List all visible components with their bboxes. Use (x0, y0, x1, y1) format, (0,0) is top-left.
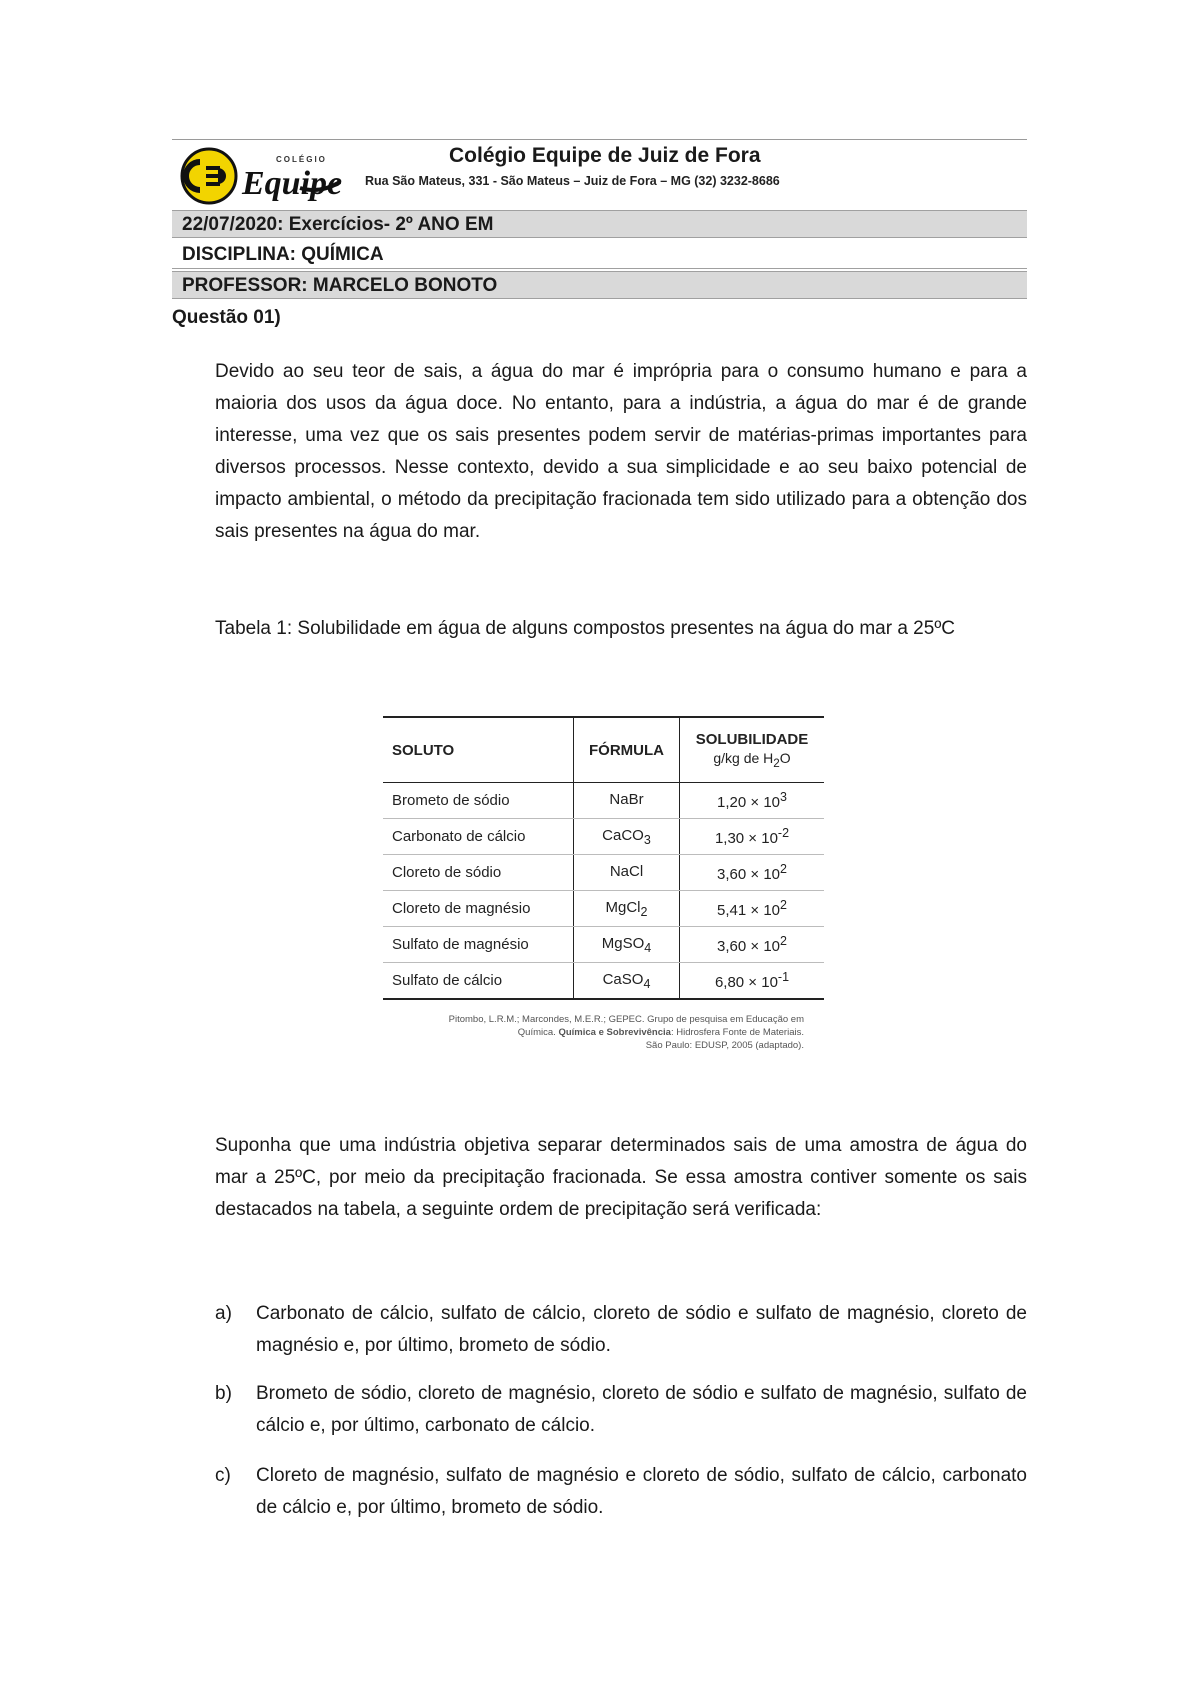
cell-solubility: $3,60 \times 10^2$ (680, 927, 825, 963)
cell-formula: MgSO$_4$ (574, 927, 680, 963)
cell-formula: NaCl (574, 855, 680, 891)
cell-soluto: Sulfato de magnésio (383, 927, 574, 963)
header-top-rule (172, 139, 1027, 140)
option-letter: c) (215, 1465, 231, 1486)
cell-solubility: $5,41 \times 10^2$ (680, 891, 825, 927)
header-soluto: SOLUTO (383, 717, 574, 783)
header-formula: FÓRMULA (574, 717, 680, 783)
table-row (383, 891, 824, 927)
header-solubilidade (680, 717, 825, 783)
school-logo (180, 146, 360, 206)
cell-solubility: $1,20 \times 10^3$ (680, 783, 825, 819)
cell-soluto: Cloreto de sódio (383, 855, 574, 891)
option-a (215, 1298, 1027, 1362)
cell-formula: CaCO$_3$ (574, 819, 680, 855)
option-text: Brometo de sódio, cloreto de magnésio, cloreto de sódio e sulfato de magnésio, sulfato de cálcio e, por último, carbonato de cálcio. (256, 1383, 1027, 1436)
table-row (383, 963, 824, 1000)
solubility-table (383, 716, 824, 1000)
discipline-bar: DISCIPLINA: QUÍMICA (172, 241, 1027, 269)
table-header-row (383, 717, 824, 783)
source-line-1: Pitombo, L.R.M.; Marcondes, M.E.R.; GEPEC. Grupo de pesquisa em Educação em (448, 1014, 804, 1025)
cell-formula: NaBr (574, 783, 680, 819)
date-bar: 22/07/2020: Exercícios- 2º ANO EM (172, 210, 1027, 238)
table-row (383, 819, 824, 855)
source-line-2: Química. Química e Sobrevivência: Hidrosfera Fonte de Materiais. (517, 1027, 804, 1038)
cell-solubility: $1,30 \times 10^{-2}$ (680, 819, 825, 855)
option-text: Carbonato de cálcio, sulfato de cálcio, cloreto de sódio e sulfato de magnésio, cloreto de magnésio e, por último, brometo de sódio. (256, 1303, 1027, 1356)
cell-soluto: Brometo de sódio (383, 783, 574, 819)
cell-soluto: Carbonato de cálcio (383, 819, 574, 855)
question-title: Questão 01) (172, 307, 281, 328)
option-letter: a) (215, 1303, 232, 1324)
school-address: Rua São Mateus, 331 - São Mateus – Juiz de Fora – MG (32) 3232-8686 (365, 174, 780, 188)
professor-bar: PROFESSOR: MARCELO BONOTO (172, 271, 1027, 299)
cell-solubility: $3,60 \times 10^2$ (680, 855, 825, 891)
option-c (215, 1460, 1027, 1524)
table-row (383, 927, 824, 963)
cell-formula: MgCl$_2$ (574, 891, 680, 927)
logo-word: Equipe (242, 165, 343, 202)
logo-small-text: COLÉGIO (276, 155, 327, 164)
table-row (383, 855, 824, 891)
question-statement: Suponha que uma indústria objetiva separar determinados sais de uma amostra de água do mar a 25ºC, por meio da precipitação fracionada. Se essa amostra contiver somente os sais destacados na tabela, a seguinte ordem de precipitação será verificada: (215, 1135, 1027, 1220)
header-unit: g/kg de $H_2O$ (713, 749, 791, 770)
option-letter: b) (215, 1383, 232, 1404)
table-row (383, 783, 824, 819)
cell-formula: CaSO$_4$ (574, 963, 680, 1000)
table-caption: Tabela 1: Solubilidade em água de alguns compostos presentes na água do mar a 25ºC (215, 618, 955, 639)
source-line-3: São Paulo: EDUSP, 2005 (adaptado). (645, 1040, 804, 1051)
cell-soluto: Sulfato de cálcio (383, 963, 574, 1000)
table-source (449, 1013, 804, 1052)
cell-solubility: $6,80 \times 10^{-1}$ (680, 963, 825, 1000)
header-solubilidade-label: SOLUBILIDADE (695, 730, 809, 748)
option-b (215, 1378, 1027, 1442)
option-text: Cloreto de magnésio, sulfato de magnésio e cloreto de sódio, sulfato de cálcio, carbonato de cálcio e, por último, brometo de sódio. (256, 1465, 1027, 1518)
school-name: Colégio Equipe de Juiz de Fora (449, 144, 761, 167)
question-intro: Devido ao seu teor de sais, a água do mar é imprópria para o consumo humano e para a maioria dos usos da água doce. No entanto, para a indústria, a água do mar é de grande interesse, uma vez que os sais presentes podem servir de matérias-primas importantes para diversos processos. Nesse contexto, devido a sua simplicidade e ao seu baixo potencial de impacto ambiental, o método da precipitação fracionada tem sido utilizado para a obtenção dos sais presentes na água do mar. (215, 361, 1027, 542)
cell-soluto: Cloreto de magnésio (383, 891, 574, 927)
